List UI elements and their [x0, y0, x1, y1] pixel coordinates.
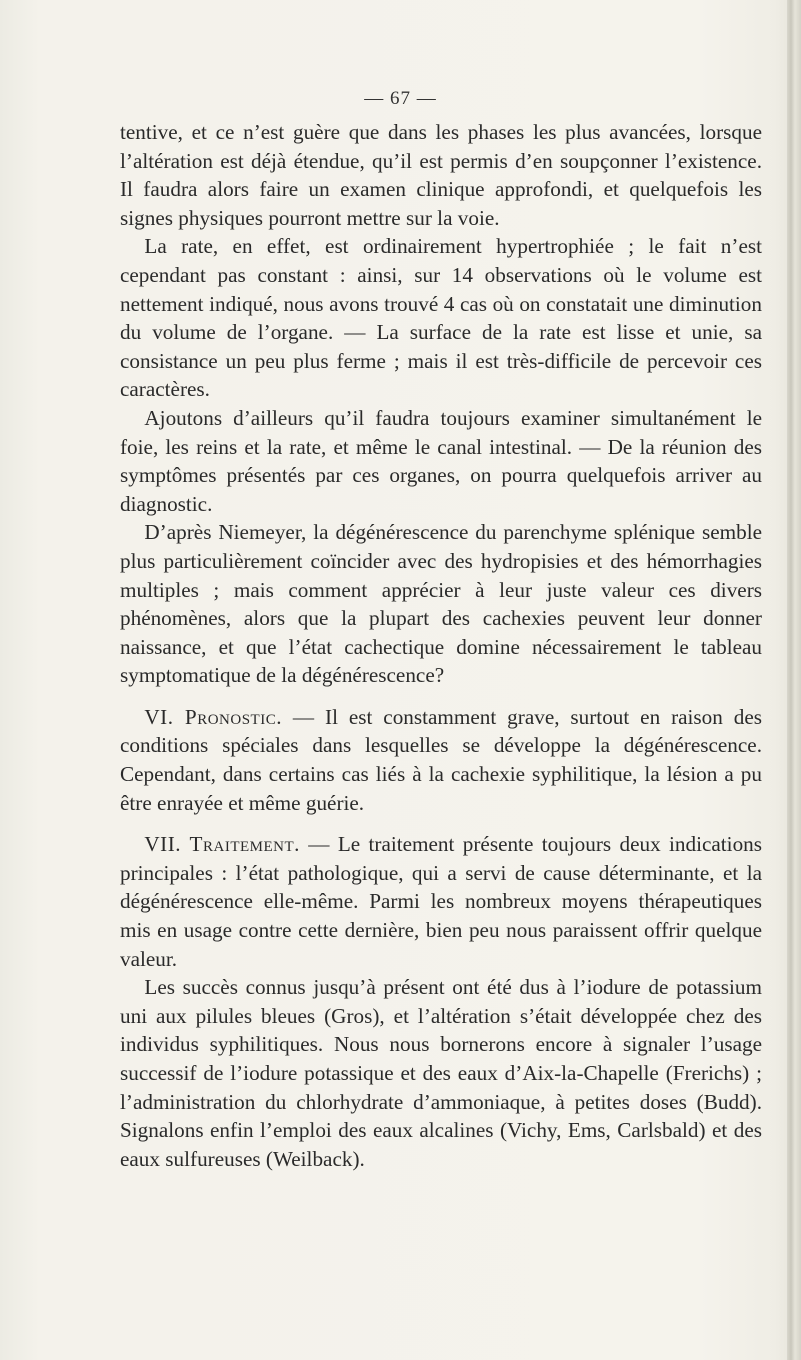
paragraph-rate: La rate, en effet, est ordinairement hypertrophiée ; le fait n’est cependant pas constant : ainsi, sur 14 observations où le volume est nettement indiqué, nous avons trouvé 4 cas où on constatait une diminution du volume de l’organe. — La surface de la rate est lisse et unie, sa consistance un peu plus ferme ; mais il est très-difficile de percevoir ces caractères.: [120, 234, 762, 402]
body-text: [120, 118, 762, 1173]
paragraph-succes: Les succès connus jusqu’à présent ont été dus à l’iodure de potassium uni aux pilules bleues (Gros), et l’altération s’était développée chez des individus syphilitiques. Nous nous bornerons encore à signaler l’usage successif de l’iodure potassique et des eaux d’Aix-la-Chapelle (Frerichs) ; l’administration du chlorhydrate d’ammoniaque, à petites doses (Budd). Signalons enfin l’emploi des eaux alcalines (Vichy, Ems, Carlsbald) et des eaux sulfureuses (Weilback).: [120, 975, 762, 1171]
page-edge-shadow: [787, 0, 801, 1360]
page-number: — 67 —: [364, 88, 437, 109]
paragraph-niemeyer: D’après Niemeyer, la dégénérescence du parenchyme splénique semble plus particulièrement coïncider avec des hydropisies et des hémorrhagies multiples ; mais comment apprécier à leur juste valeur ces divers phénomènes, alors que la plupart des cachexies peuvent leur donner naissance, et que l’état cachectique domine nécessairement le tableau symptomatique de la dégénérescence?: [120, 520, 762, 688]
section-heading-traitement: VII. Traitement.: [144, 832, 300, 857]
section-pronostic: [120, 703, 762, 817]
section-traitement: [120, 830, 762, 973]
section-heading-pronostic: VI. Pronostic.: [144, 704, 283, 729]
paragraph-continuation: tentive, et ce n’est guère que dans les phases les plus avancées, lorsque l’altération est déjà étendue, qu’il est permis d’en soupçonner l’existence. Il faudra alors faire un examen clinique approfondi, et quelquefois les signes physiques pourront mettre sur la voie.: [120, 120, 762, 230]
section-text-traitement: — Le traitement présente toujours deux indications principales : l’état pathologique, qui a servi de cause déterminante, et la dégénérescence elle-même. Parmi les nombreux moyens thérapeutiques mis en usage contre cette dernière, bien peu nous paraissent offrir quelque valeur.: [120, 832, 763, 971]
paragraph-ajoutons: Ajoutons d’ailleurs qu’il faudra toujours examiner simultanément le foie, les reins et la rate, et même le canal intestinal. — De la réunion des symptômes présentés par ces organes, on pourra quelquefois arriver au diagnostic.: [120, 405, 762, 516]
section-text-pronostic: — Il est constamment grave, surtout en raison des conditions spéciales dans lesquelles se développe la dégénérescence. Cependant, dans certains cas liés à la cachexie syphilitique, la lésion a pu être enrayée et même guérie.: [120, 704, 762, 815]
